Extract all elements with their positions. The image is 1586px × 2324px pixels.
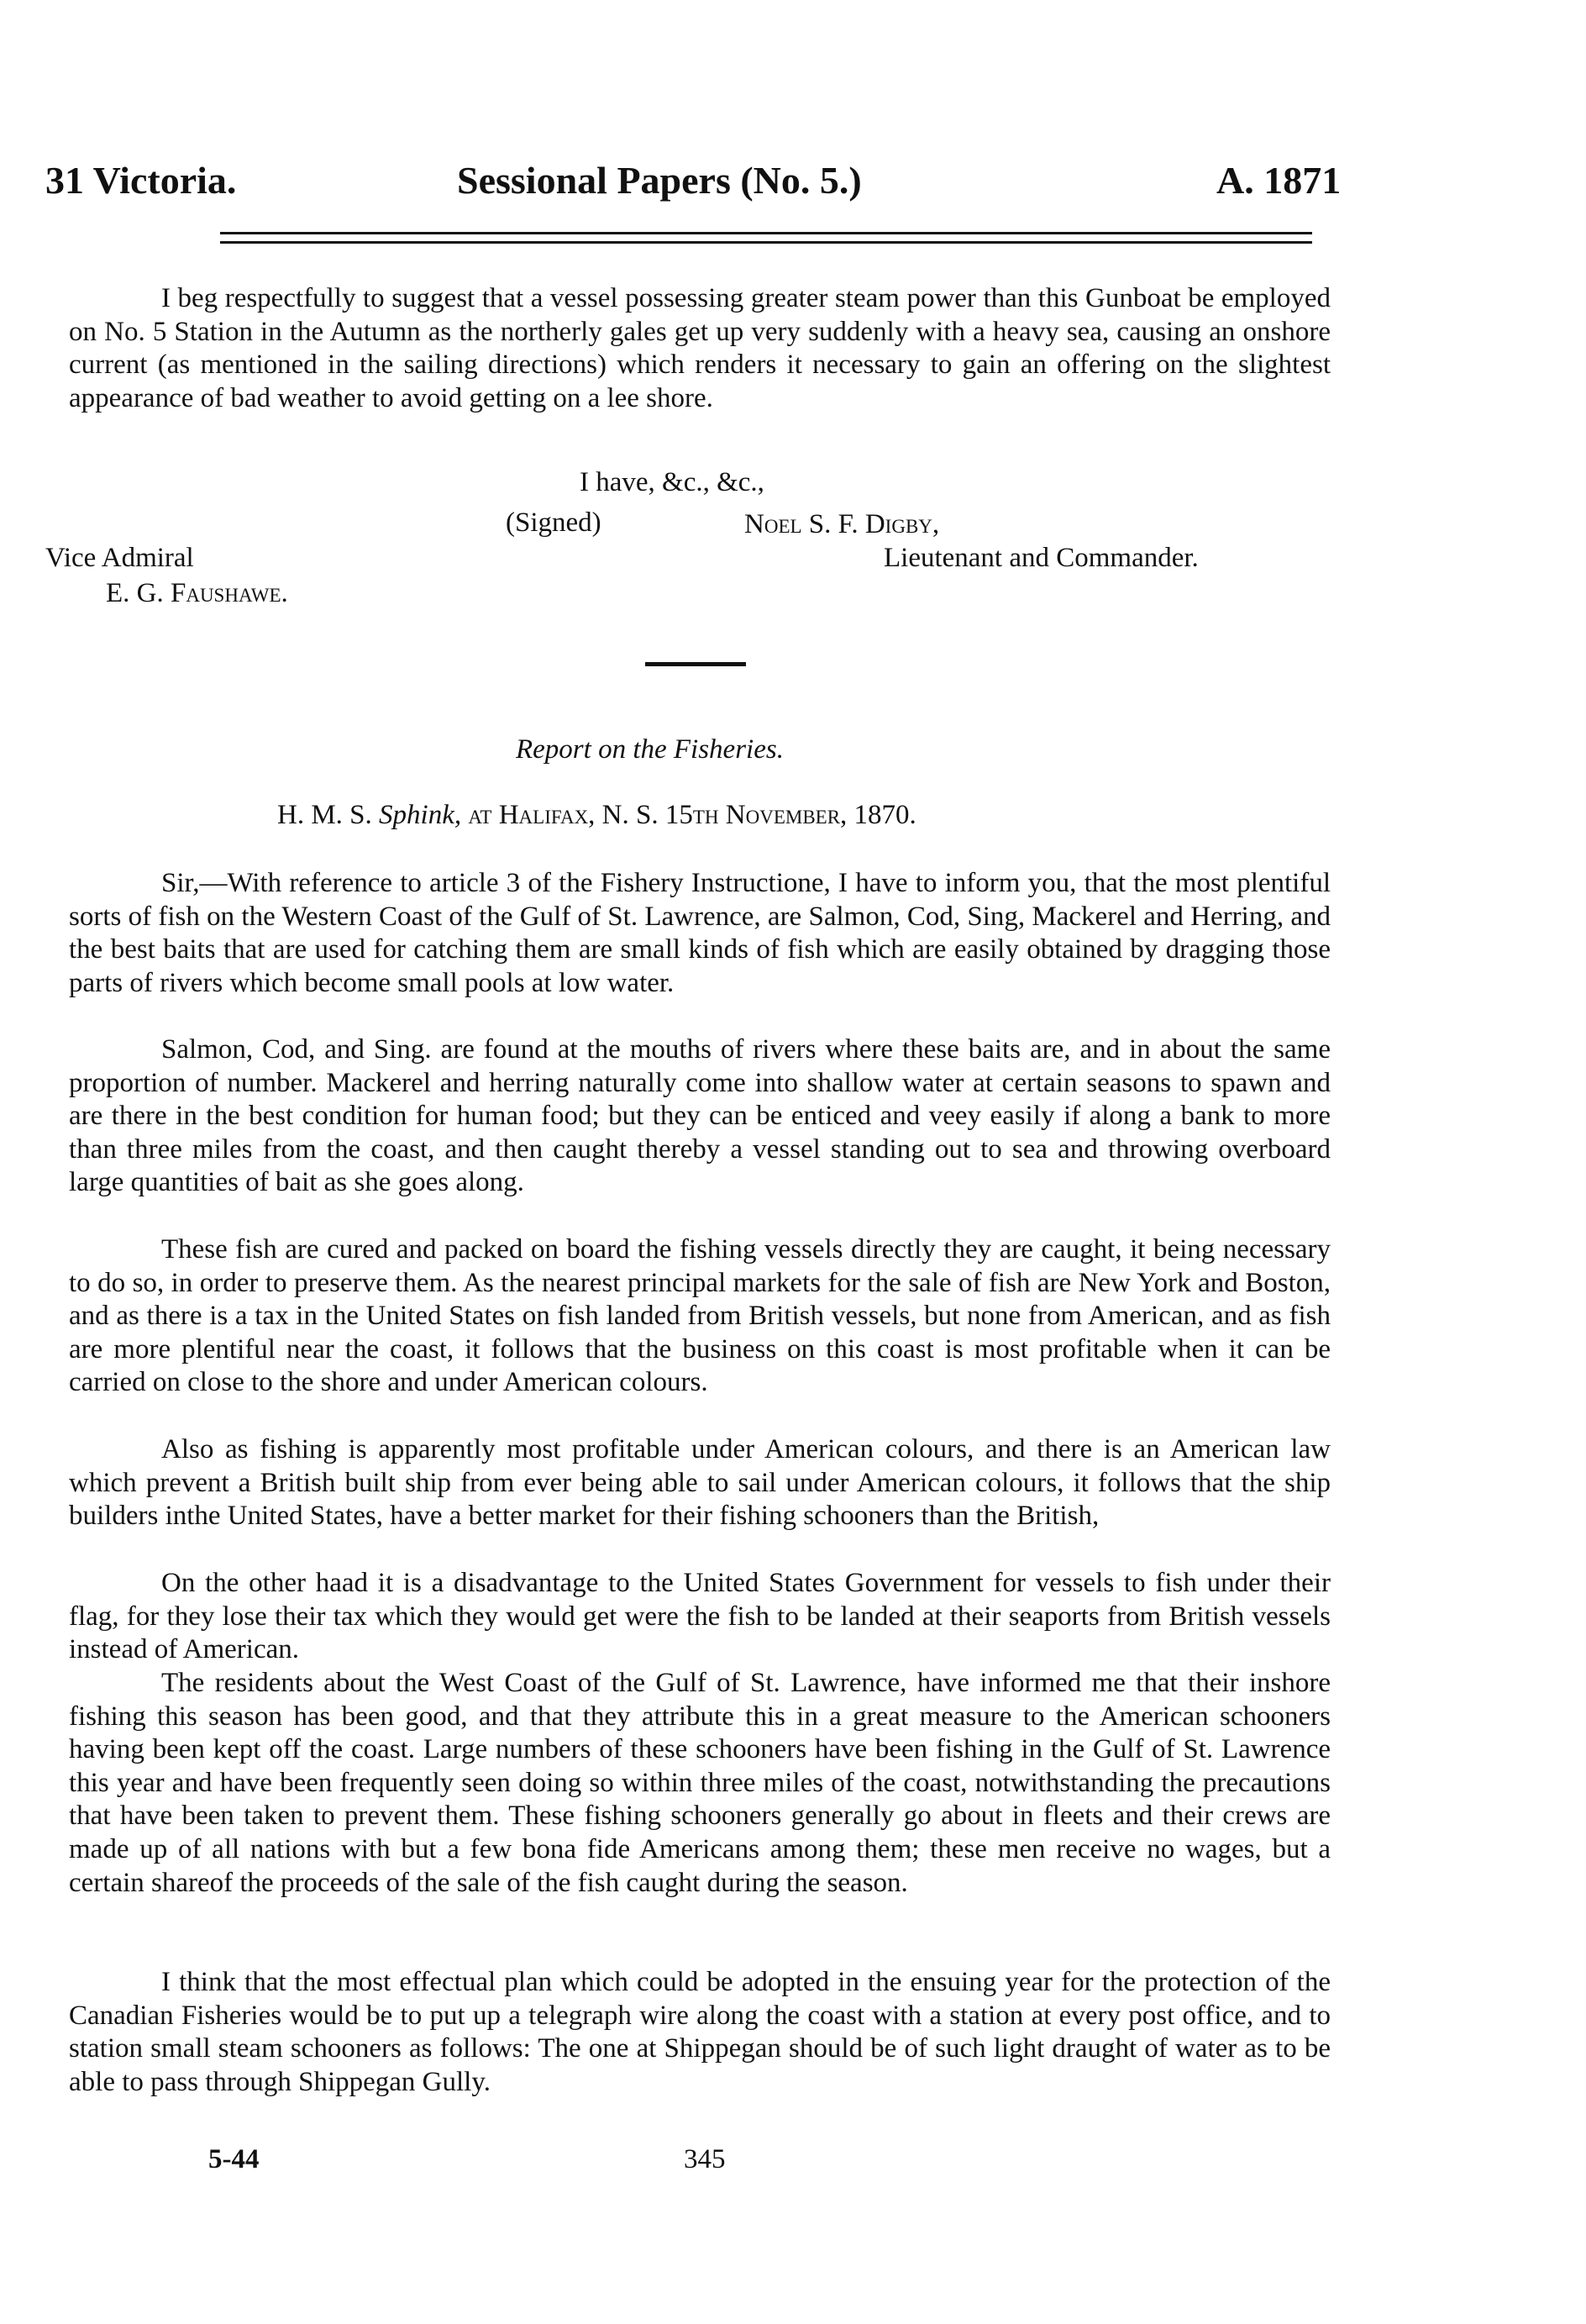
report-paragraph-2: Salmon, Cod, and Sing. are found at the mouths of rivers where these baits are, and in about the same proportion of number. Mackerel and herring naturally come into shallow water at certain seasons to spawn and are there in the best condition for human food; but they can be enticed and veey easily if along a bank to more than three miles from the coast, and then caught thereby a vessel standing out to sea and throwing overboard large quantities of bait as she goes along.	[69, 1034, 1331, 1198]
header-rule-bottom	[220, 241, 1312, 244]
signer-rank: Lieutenant and Commander.	[884, 543, 1199, 573]
dateline-rest: at Halifax, N. S. 15th November, 1870.	[461, 800, 916, 830]
report-paragraph-7: I think that the most effectual plan which could be adopted in the ensuing year for the protection of the Canadian Fisheries would be to put up a telegraph wire along the coast with a station at every post office, and to station small steam schooners as follows: The one at Shippegan should be of such light draught of water as to be able to pass through Shippegan Gully.	[69, 1967, 1331, 2097]
page-number: 345	[684, 2144, 726, 2174]
footer-signature-mark: 5-44	[208, 2144, 260, 2174]
header-rule-top	[220, 232, 1312, 234]
report-dateline	[277, 800, 916, 831]
section-divider	[645, 662, 746, 666]
letter-paragraph: I beg respectfully to suggest that a vessel possessing greater steam power than this Gunboat be employed on No. 5 Station in the Autumn as the northerly gales get up very suddenly with a heavy sea, causing an onshore current (as mentioned in the sailing directions) which renders it necessary to gain an offering on the slightest appearance of bad weather to avoid getting on a lee shore.	[69, 283, 1331, 413]
report-paragraph-1: Sir,—With reference to article 3 of the Fishery Instructione, I have to inform you, that the most plentiful sorts of fish on the Western Coast of the Gulf of St. Lawrence, are Salmon, Cod, Sing, Mackerel and Herring, and the best baits that are used for catching them are small kinds of fish which are easily obtained by dragging those parts of rivers which become small pools at low water.	[69, 868, 1331, 998]
letter-closing: I have, &c., &c.,	[580, 467, 764, 497]
dateline-ship: Sphink,	[379, 800, 462, 830]
header-year: A. 1871	[1216, 159, 1342, 202]
report-paragraph-6: The residents about the West Coast of the Gulf of St. Lawrence, have informed me that their inshore fishing this season has been good, and that they attribute this in a great measure to the American schooners having been kept off the coast. Large numbers of these schooners have been fishing in the Gulf of St. Lawrence this year and have been frequently seen doing so within three miles of the coast, notwithstanding the precautions that have been taken to prevent them. These fishing schooners generally go about in fleets and their crews are made up of all nations with but a few bona fide Americans among them; these men receive no wages, but a certain shareof the proceeds of the sale of the fish caught during the season.	[69, 1668, 1331, 1898]
header-volume: 31 Victoria.	[45, 159, 237, 202]
dateline-prefix: H. M. S.	[277, 800, 380, 830]
report-paragraph-3: These fish are cured and packed on board the fishing vessels directly they are caught, it being necessary to do so, in order to preserve them. As the nearest principal markets for the sale of fish are New York and Boston, and as there is a tax in the United States on fish landed from British vessels, but none from American, and as fish are more plentiful near the coast, it follows that the business on this coast is most profitable when it can be carried on close to the shore and under American colours.	[69, 1234, 1331, 1398]
report-title: Report on the Fisheries.	[516, 734, 784, 765]
report-paragraph-5: On the other haad it is a disadvantage to the United States Government for vessels to fish under their flag, for they lose their tax which they would get were the fish to be landed at their seaports from British vessels instead of American.	[69, 1568, 1331, 1665]
report-paragraph-4: Also as fishing is apparently most profitable under American colours, and there is an American law which prevent a British built ship from ever being able to sail under American colours, it follows that the ship builders inthe United States, have a better market for their fishing schooners than the British,	[69, 1434, 1331, 1532]
addressee-name: E. G. Faushawe.	[106, 578, 288, 608]
addressee-title: Vice Admiral	[45, 543, 194, 573]
letter-signed: (Signed)	[506, 507, 601, 538]
header-series-title: Sessional Papers (No. 5.)	[457, 159, 862, 202]
signer-name: Noel S. F. Digby,	[744, 509, 940, 539]
